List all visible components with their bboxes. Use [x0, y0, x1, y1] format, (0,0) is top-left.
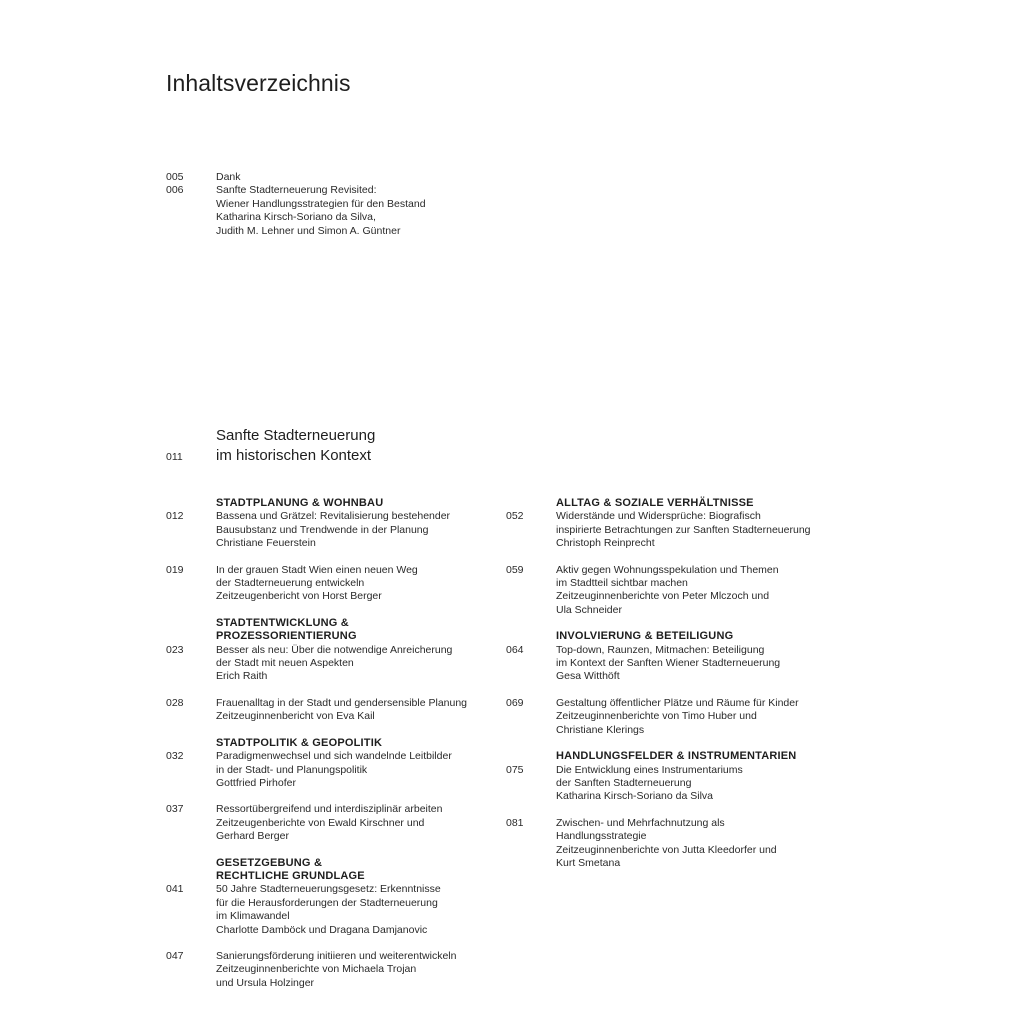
toc-entry-032[interactable] — [166, 750, 506, 790]
entry-line: Bassena und Grätzel: Revitalisierung bestehender — [216, 510, 451, 523]
section-title-line: Sanfte Stadterneuerung — [216, 427, 376, 444]
category-heading-line: HANDLUNGSFELDER & INSTRUMENTARIEN — [556, 750, 797, 763]
entry-author: Erich Raith — [216, 670, 268, 683]
entry-author: Christiane Feuerstein — [216, 537, 316, 550]
page-number: 052 — [506, 510, 524, 523]
page-number: 023 — [166, 643, 184, 656]
toc-entry-052[interactable] — [506, 510, 846, 550]
category-heading-line: STADTENTWICKLUNG & — [216, 616, 349, 629]
toc-entry-075[interactable] — [506, 764, 846, 804]
entry-line: im Klimawandel — [216, 910, 290, 923]
entry-author: Charlotte Damböck und Dragana Damjanovic — [216, 923, 428, 936]
page-number: 081 — [506, 816, 524, 829]
entry-line: Sanierungsförderung initiieren und weiterentwickeln — [216, 949, 457, 962]
page-number: 028 — [166, 696, 184, 709]
entry-line: im Kontext der Sanften Wiener Stadterneuerung — [556, 657, 781, 670]
section-title — [216, 426, 375, 466]
page-title: Inhaltsverzeichnis — [166, 70, 351, 96]
entry-line: der Stadt mit neuen Aspekten — [216, 657, 354, 670]
category-heading — [216, 857, 506, 884]
entry-title: Sanfte Stadterneuerung Revisited: — [216, 184, 377, 197]
entry-line: Top-down, Raunzen, Mitmachen: Beteiligung — [556, 643, 765, 656]
entry-author: Katharina Kirsch-Soriano da Silva — [556, 790, 713, 803]
entry-line: für die Herausforderungen der Stadterneuerung — [216, 896, 438, 909]
entry-line: Besser als neu: Über die notwendige Anreicherung — [216, 643, 453, 656]
toc-entry-037[interactable] — [166, 803, 506, 843]
category-heading-line: GESETZGEBUNG & — [216, 856, 323, 869]
entry-author: Gerhard Berger — [216, 830, 289, 843]
entry-line: Gestaltung öffentlicher Plätze und Räume für Kinder — [556, 696, 799, 709]
toc-column-left — [166, 497, 506, 1003]
entry-line: Die Entwicklung eines Instrumentariums — [556, 763, 743, 776]
category-heading — [216, 617, 506, 644]
entry-author: Zeitzeuginnenbericht von Eva Kail — [216, 710, 375, 723]
entry-line: 50 Jahre Stadterneuerungsgesetz: Erkenntnisse — [216, 883, 441, 896]
entry-line: Ressortübergreifend und interdisziplinär arbeiten — [216, 803, 443, 816]
entry-line: Frauenalltag in der Stadt und gendersensible Planung — [216, 696, 468, 709]
page-number: 047 — [166, 949, 184, 962]
page-number: 037 — [166, 803, 184, 816]
entry-author: und Ursula Holzinger — [216, 976, 315, 989]
entry-line: Aktiv gegen Wohnungsspekulation und Themen — [556, 563, 779, 576]
toc-entry-081[interactable] — [506, 817, 846, 871]
entry-subtitle: Wiener Handlungsstrategien für den Bestand — [216, 197, 426, 210]
toc-entry-005[interactable] — [166, 171, 426, 184]
page-number: 005 — [166, 171, 184, 183]
entry-line: Widerstände und Widersprüche: Biografisch — [556, 510, 761, 523]
page-number: 075 — [506, 763, 524, 776]
entry-line: Paradigmenwechsel und sich wandelnde Leitbilder — [216, 750, 452, 763]
entry-author: Zeitzeugenbericht von Horst Berger — [216, 590, 382, 603]
entry-line: im Stadtteil sichtbar machen — [556, 577, 688, 590]
page-number: 019 — [166, 563, 184, 576]
category-heading-line: STADTPLANUNG & WOHNBAU — [216, 497, 384, 509]
page-number: 006 — [166, 184, 184, 197]
entry-author: Judith M. Lehner und Simon A. Güntner — [216, 224, 401, 237]
category-heading — [216, 497, 506, 510]
toc-entry-059[interactable] — [506, 564, 846, 618]
page-number: 012 — [166, 510, 184, 523]
toc-entry-006[interactable] — [166, 184, 426, 238]
toc-column-right — [506, 497, 846, 883]
entry-author: Zeitzeugenberichte von Ewald Kirschner und — [216, 816, 425, 829]
entry-author: Gesa Witthöft — [556, 670, 620, 683]
category-heading-line: INVOLVIERUNG & BETEILIGUNG — [556, 630, 734, 643]
entry-line: inspirierte Betrachtungen zur Sanften Stadterneuerung — [556, 523, 811, 536]
toc-entry-023[interactable] — [166, 644, 506, 684]
entry-line: der Stadterneuerung entwickeln — [216, 577, 365, 590]
toc-entry-064[interactable] — [506, 644, 846, 684]
entry-author: Gottfried Pirhofer — [216, 776, 296, 789]
category-heading-line: ALLTAG & SOZIALE VERHÄLTNISSE — [556, 497, 754, 509]
toc-entry-069[interactable] — [506, 697, 846, 737]
section-page-number: 011 — [166, 451, 183, 463]
entry-author: Katharina Kirsch-Soriano da Silva, — [216, 211, 376, 224]
entry-line: Zwischen- und Mehrfachnutzung als — [556, 816, 725, 829]
entry-author: Ula Schneider — [556, 603, 622, 616]
entry-line: in der Stadt- und Planungspolitik — [216, 763, 368, 776]
category-heading-line: STADTPOLITIK & GEOPOLITIK — [216, 736, 383, 749]
entry-author: Zeitzeuginnenberichte von Jutta Kleedorfer und — [556, 843, 777, 856]
entry-title: Dank — [216, 171, 241, 183]
page-number: 032 — [166, 750, 184, 763]
category-heading — [556, 630, 846, 643]
entry-author: Zeitzeuginnenberichte von Peter Mlczoch und — [556, 590, 770, 603]
category-heading — [556, 750, 846, 763]
toc-entry-012[interactable] — [166, 510, 506, 550]
category-heading — [556, 497, 846, 510]
category-heading-line: RECHTLICHE GRUNDLAGE — [216, 869, 365, 882]
entry-author: Kurt Smetana — [556, 856, 621, 869]
toc-entry-041[interactable] — [166, 883, 506, 937]
entry-author: Christoph Reinprecht — [556, 537, 655, 550]
entry-line: Handlungsstrategie — [556, 830, 647, 843]
category-heading-line: PROZESSORIENTIERUNG — [216, 630, 357, 643]
page-number: 069 — [506, 696, 524, 709]
entry-author: Christiane Klerings — [556, 723, 645, 736]
section-title-line: im historischen Kontext — [216, 447, 372, 464]
entry-line: In der grauen Stadt Wien einen neuen Weg — [216, 563, 418, 576]
entry-line: Bausubstanz und Trendwende in der Planung — [216, 523, 429, 536]
page-number: 059 — [506, 563, 524, 576]
toc-entry-028[interactable] — [166, 697, 506, 724]
category-heading — [216, 737, 506, 750]
toc-entry-019[interactable] — [166, 564, 506, 604]
entry-author: Zeitzeuginnenberichte von Timo Huber und — [556, 710, 757, 723]
page-number: 064 — [506, 643, 524, 656]
entry-author: Zeitzeuginnenberichte von Michaela Trojan — [216, 963, 417, 976]
toc-entry-047[interactable] — [166, 950, 506, 990]
front-matter — [166, 171, 426, 238]
page-number: 041 — [166, 883, 184, 896]
entry-line: der Sanften Stadterneuerung — [556, 776, 692, 789]
